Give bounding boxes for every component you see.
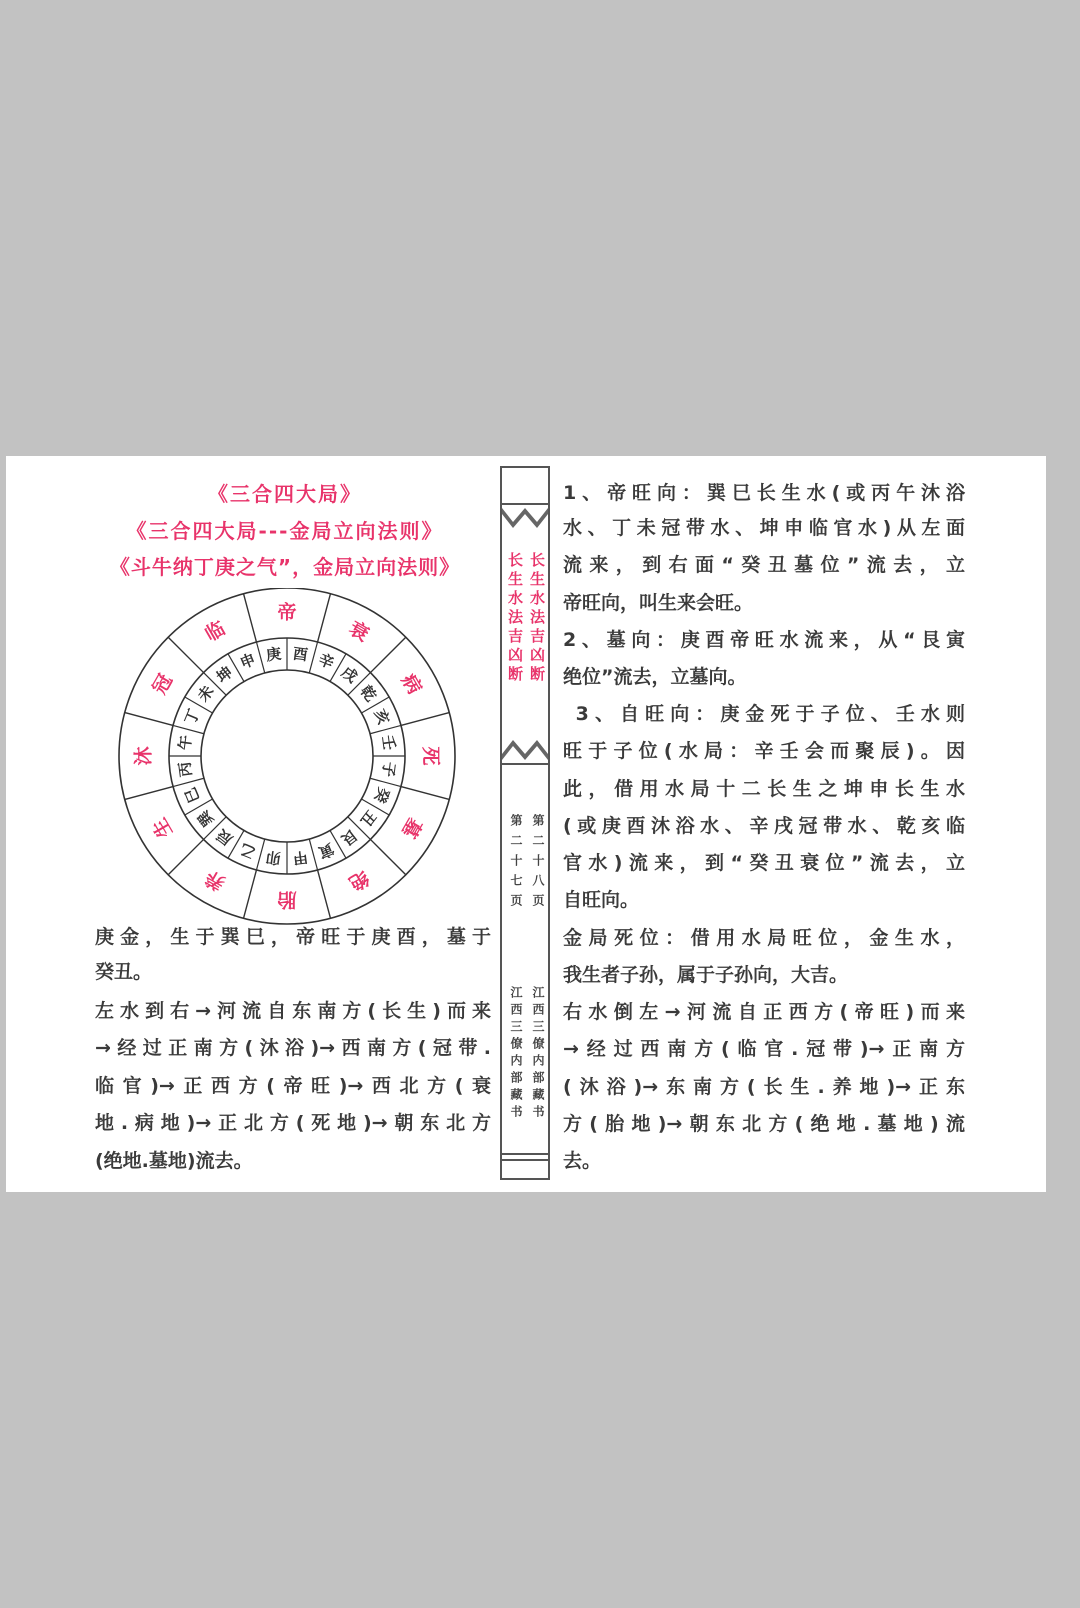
outer-stage-label: 临	[201, 617, 229, 647]
inner-mountain-label: 壬	[378, 734, 399, 752]
inner-sector-divider	[256, 642, 264, 673]
inner-sector-divider	[309, 839, 317, 870]
outer-sector-divider	[401, 787, 449, 800]
right-text-line: (或庚酉沐浴水、辛戌冠带水、乾亥临	[563, 815, 965, 837]
outer-stage-label: 绝	[345, 865, 373, 895]
inner-mountain-label: 坤	[213, 662, 237, 687]
outer-sector-divider	[125, 713, 173, 726]
left-text-line: 左水到右→河流自东南方(长生)而来	[95, 1000, 491, 1022]
inner-mountain-label: 卯	[265, 847, 283, 868]
outer-sector-divider	[318, 594, 331, 642]
book-spine	[500, 466, 550, 1180]
left-text-line: 庚金，生于巽巳，帝旺于庚酉，墓于	[95, 926, 491, 948]
inner-mountain-label: 辰	[213, 825, 237, 850]
right-text-line: 2、墓向：庚酉帝旺水流来，从“艮寅	[563, 629, 965, 651]
title-main: 《三合四大局》	[208, 482, 362, 506]
outer-stage-label: 养	[201, 865, 229, 895]
inner-mountain-label: 寅	[315, 839, 337, 862]
outer-stage-label: 死	[419, 746, 442, 766]
inner-mountain-label: 午	[175, 734, 196, 752]
twelve-stages-wheel-diagram	[102, 588, 472, 928]
outer-sector-divider	[168, 637, 203, 672]
left-text-line: 地.病地)→正北方(死地)→朝东北方	[95, 1112, 491, 1134]
inner-mountain-label: 乙	[237, 839, 259, 862]
wheel-ring-2	[201, 670, 373, 842]
outer-sector-divider	[244, 594, 257, 642]
right-text-line: 帝旺向，叫生来会旺。	[563, 592, 754, 614]
title-metal-rule: 《三合四大局---金局立向法则》	[126, 519, 444, 543]
outer-stage-label: 衰	[345, 617, 373, 647]
outer-sector-divider	[168, 839, 203, 874]
outer-stage-label: 病	[396, 670, 426, 698]
inner-mountain-label: 戌	[337, 662, 361, 687]
right-text-line: 官水)流来，到“癸丑衰位”流去，立	[563, 852, 965, 874]
inner-sector-divider	[173, 778, 204, 786]
outer-stage-label: 沐	[132, 746, 155, 766]
right-text-line: 绝位”流去，立墓向。	[563, 666, 747, 688]
right-text-line: 旺于子位(水局：辛壬会而聚辰)。因	[563, 740, 965, 762]
right-text-line: (沐浴)→东南方(长生.养地)→正东	[563, 1076, 965, 1098]
inner-mountain-label: 辛	[315, 650, 337, 673]
outer-stage-label: 生	[148, 814, 178, 842]
outer-sector-divider	[244, 870, 257, 918]
outer-stage-label: 帝	[277, 601, 297, 624]
inner-mountain-label: 甲	[291, 847, 309, 868]
inner-mountain-label: 艮	[337, 825, 361, 850]
inner-mountain-label: 庚	[265, 644, 283, 665]
inner-mountain-label: 巳	[181, 784, 204, 806]
spine-source-left: 江西三僚内部藏书	[509, 986, 523, 1122]
right-text-line: 3、自旺向：庚金死于子位、壬水则	[563, 703, 965, 725]
spine-page-number-right: 第二十八页	[531, 814, 545, 914]
inner-mountain-label: 巽	[193, 806, 218, 830]
left-text-line: 临官)→正西方(帝旺)→西北方(衰	[95, 1075, 491, 1097]
left-text-line: 癸丑。	[95, 961, 153, 983]
inner-sector-divider	[256, 839, 264, 870]
outer-sector-divider	[318, 870, 331, 918]
inner-mountain-label: 癸	[370, 784, 393, 806]
inner-mountain-label: 乾	[356, 682, 381, 706]
inner-mountain-label: 丙	[175, 760, 196, 778]
outer-sector-divider	[370, 839, 405, 874]
spine-title-right: 长生水法吉凶断	[528, 552, 546, 685]
right-text-line: 方(胎地)→朝东北方(绝地.墓地)流	[563, 1113, 965, 1135]
right-text-line: →经过西南方(临官.冠带)→正南方	[563, 1038, 965, 1060]
inner-mountain-label: 子	[378, 760, 399, 778]
spine-title-left: 长生水法吉凶断	[506, 552, 524, 685]
outer-sector-divider	[370, 637, 405, 672]
right-text-line: 此，借用水局十二长生之坤申长生水	[563, 778, 965, 800]
inner-sector-divider	[173, 725, 204, 733]
outer-stage-label: 冠	[148, 670, 178, 698]
outer-stage-label: 胎	[277, 888, 297, 911]
inner-mountain-label: 丁	[181, 706, 204, 728]
inner-mountain-label: 申	[237, 650, 259, 673]
right-text-line: 右水倒左→河流自正西方(帝旺)而来	[563, 1001, 965, 1023]
inner-mountain-label: 未	[193, 682, 218, 706]
right-text-line: 去。	[563, 1150, 602, 1172]
outer-sector-divider	[401, 713, 449, 726]
inner-sector-divider	[370, 778, 401, 786]
document-page	[6, 456, 1046, 1192]
inner-sector-divider	[309, 642, 317, 673]
outer-sector-divider	[125, 787, 173, 800]
inner-mountain-label: 丑	[356, 806, 381, 830]
left-text-line: (绝地.墓地)流去。	[95, 1150, 253, 1172]
right-text-line: 水、丁未冠带水、坤申临官水)从左面	[563, 517, 965, 539]
inner-mountain-label: 亥	[370, 706, 393, 728]
outer-stage-label: 墓	[396, 814, 426, 842]
left-text-line: →经过正南方(沐浴)→西南方(冠带.	[95, 1037, 491, 1059]
title-qi-rule: 《斗牛纳丁庚之气”，金局立向法则》	[109, 555, 461, 579]
right-text-line: 1、帝旺向：巽巳长生水(或丙午沐浴	[563, 482, 965, 504]
right-text-line: 我生者子孙，属于子孙向，大吉。	[563, 964, 849, 986]
inner-mountain-label: 酉	[291, 644, 309, 665]
inner-sector-divider	[370, 725, 401, 733]
spine-source-right: 江西三僚内部藏书	[531, 986, 545, 1122]
right-text-line: 自旺向。	[563, 889, 640, 911]
right-text-line: 流来，到右面“癸丑墓位”流去，立	[563, 554, 965, 576]
right-text-line: 金局死位：借用水局旺位，金生水，	[563, 927, 965, 949]
spine-page-number-left: 第二十七页	[509, 814, 523, 914]
